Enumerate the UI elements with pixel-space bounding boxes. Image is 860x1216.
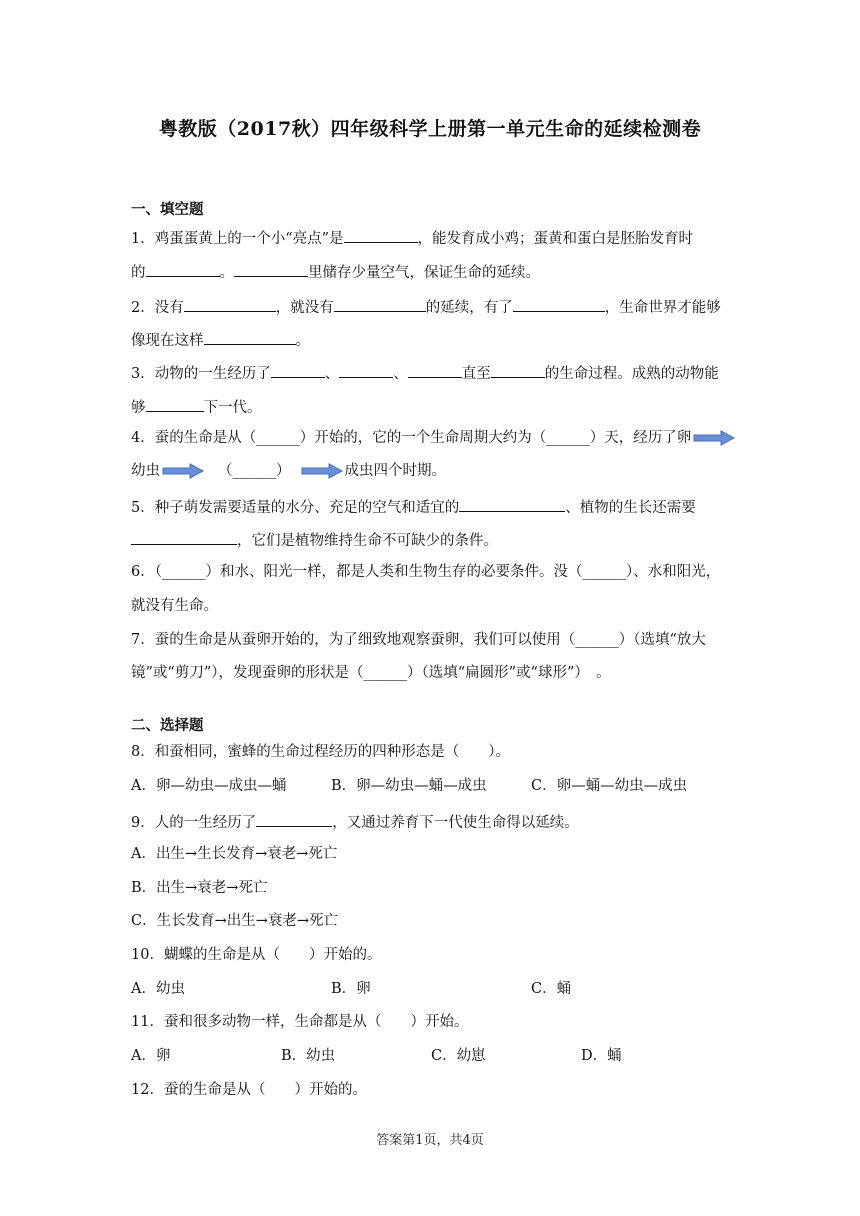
question-8-options [131,776,687,796]
question-11-options [131,1046,622,1066]
q5-text-a: 5．种子萌发需要适量的水分、充足的空气和适宜的 [131,500,460,516]
question-12-stem: 12．蚕的生命是从（ ）开始的。 [131,1082,367,1098]
q3-text-b: 直至 [461,366,491,382]
question-6-line-1 [131,562,720,582]
question-3-line-2 [131,395,262,418]
q6-text-b: 就没有生命。 [131,598,218,614]
option-a[interactable]: A．卵—幼虫—成虫—蛹 [131,778,287,794]
answer-blank[interactable] [234,260,308,277]
answer-blank[interactable] [334,295,426,312]
q1-text-d: 。 [219,265,234,281]
question-5-line-1 [131,495,696,518]
answer-blank[interactable] [408,361,462,378]
q7-text-a: 7．蚕的生命是从蚕卵开始的，为了细致地观察蚕卵，我们可以使用（______）（选填“放大 [131,632,706,648]
page-footer: 答案第1页，共4页 [376,1133,484,1148]
q5-text-b: 、植物的生长还需要 [565,500,696,516]
option-a[interactable]: A．幼虫 [131,981,185,997]
answer-blank[interactable] [146,260,220,277]
answer-blank[interactable] [256,810,332,827]
question-10-stem: 10．蝴蝶的生命是从（ ）开始的。 [131,947,382,963]
right-arrow-icon [301,463,343,479]
question-9-stem [131,810,579,833]
q4-text-d: 成虫四个时期。 [344,463,446,479]
q9-text-a: 9．人的一生经历了 [131,815,257,831]
option-a[interactable]: A．卵 [131,1048,171,1064]
right-arrow-icon [162,463,204,479]
q1-text-c: 的 [131,265,146,281]
q5-text-c: ，它们是植物维持生命不可缺少的条件。 [237,533,498,549]
option-d[interactable]: D．蛹 [581,1048,622,1064]
q3-text-e: 下一代。 [203,400,262,416]
question-11-stem: 11．蚕和很多动物一样，生命都是从（ ）开始。 [131,1014,469,1030]
q1-text-b: ，能发育成小鸡；蛋黄和蛋白是胚胎发育时 [417,231,694,247]
option-c[interactable]: C．蛹 [531,981,572,997]
question-6-line-2 [131,596,218,616]
q3-text-d: 够 [131,400,146,416]
option-c[interactable]: C．幼崽 [431,1048,486,1064]
option-c[interactable]: C．卵—蛹—幼虫—成虫 [531,778,688,794]
option-b[interactable]: B．卵 [331,981,371,997]
answer-blank[interactable] [204,328,296,345]
q4-text-b: 幼虫 [131,463,160,479]
question-1-line-2 [131,260,540,283]
q2-text-a: 2．没有 [131,300,184,316]
q1-text-e: 里储存少量空气，保证生命的延续。 [308,265,540,281]
q2-text-e: 像现在这样 [131,333,204,349]
question-8-stem: 8．和蚕相同，蜜蜂的生命过程经历的四种形态是（ ）。 [131,744,510,760]
right-arrow-icon [693,430,735,446]
answer-blank[interactable] [271,361,325,378]
answer-blank[interactable] [146,395,204,412]
option-a[interactable]: A．出生→生长发育→衰老→死亡 [131,846,338,862]
answer-blank[interactable] [513,295,605,312]
question-10-options [131,979,571,999]
answer-blank[interactable] [131,528,237,545]
option-c[interactable]: C．生长发育→出生→衰老→死亡 [131,913,339,929]
question-7-line-2 [131,663,611,683]
document-title: 粤教版（2017秋）四年级科学上册第一单元生命的延续检测卷 [158,118,702,140]
question-7-line-1 [131,630,706,650]
question-2-line-2 [131,328,310,351]
q3-separator: 、 [393,366,408,382]
q4-text-c: （______） [218,463,291,479]
q3-text-c: 的生命过程。成熟的动物能 [544,366,719,382]
question-4-line-2 [131,461,446,481]
q3-text-a: 3．动物的一生经历了 [131,366,271,382]
option-b[interactable]: B．出生→衰老→死亡 [131,880,268,896]
question-2-line-1 [131,295,721,318]
question-1-line-1 [131,226,693,249]
question-4-line-1 [131,428,737,448]
section-heading-fill-in: 一、填空题 [131,201,204,218]
answer-blank[interactable] [491,361,545,378]
question-5-line-2 [131,528,498,551]
q6-text-a: 6．（______）和水、阳光一样，都是人类和生物生存的必要条件。没（______）、水和阳光， [131,564,721,580]
answer-blank[interactable] [344,226,418,243]
section-heading-multiple-choice: 二、选择题 [131,717,204,734]
q2-text-c: 的延续，有了 [425,300,513,316]
q2-text-b: ，就没有 [275,300,334,316]
option-b[interactable]: B．幼虫 [281,1048,336,1064]
q1-text-a: 1．鸡蛋蛋黄上的一个小“亮点”是 [131,231,344,247]
answer-blank[interactable] [184,295,276,312]
q2-text-d: ，生命世界才能够 [604,300,721,316]
question-3-line-1 [131,361,719,384]
answer-blank[interactable] [459,495,565,512]
q9-text-b: ，又通过养育下一代使生命得以延续。 [332,815,579,831]
answer-blank[interactable] [339,361,393,378]
q7-text-b: 镜”或“剪刀”），发现蚕卵的形状是（______）（选填“扁圆形”或“球形”） 。 [131,665,611,681]
q2-text-f: 。 [295,333,310,349]
q3-separator: 、 [324,366,340,382]
option-b[interactable]: B．卵—幼虫—蛹—成虫 [331,778,487,794]
q4-text-a: 4．蚕的生命是从（______）开始的，它的一个生命周期大约为（______）天，经历了卵 [131,430,692,446]
